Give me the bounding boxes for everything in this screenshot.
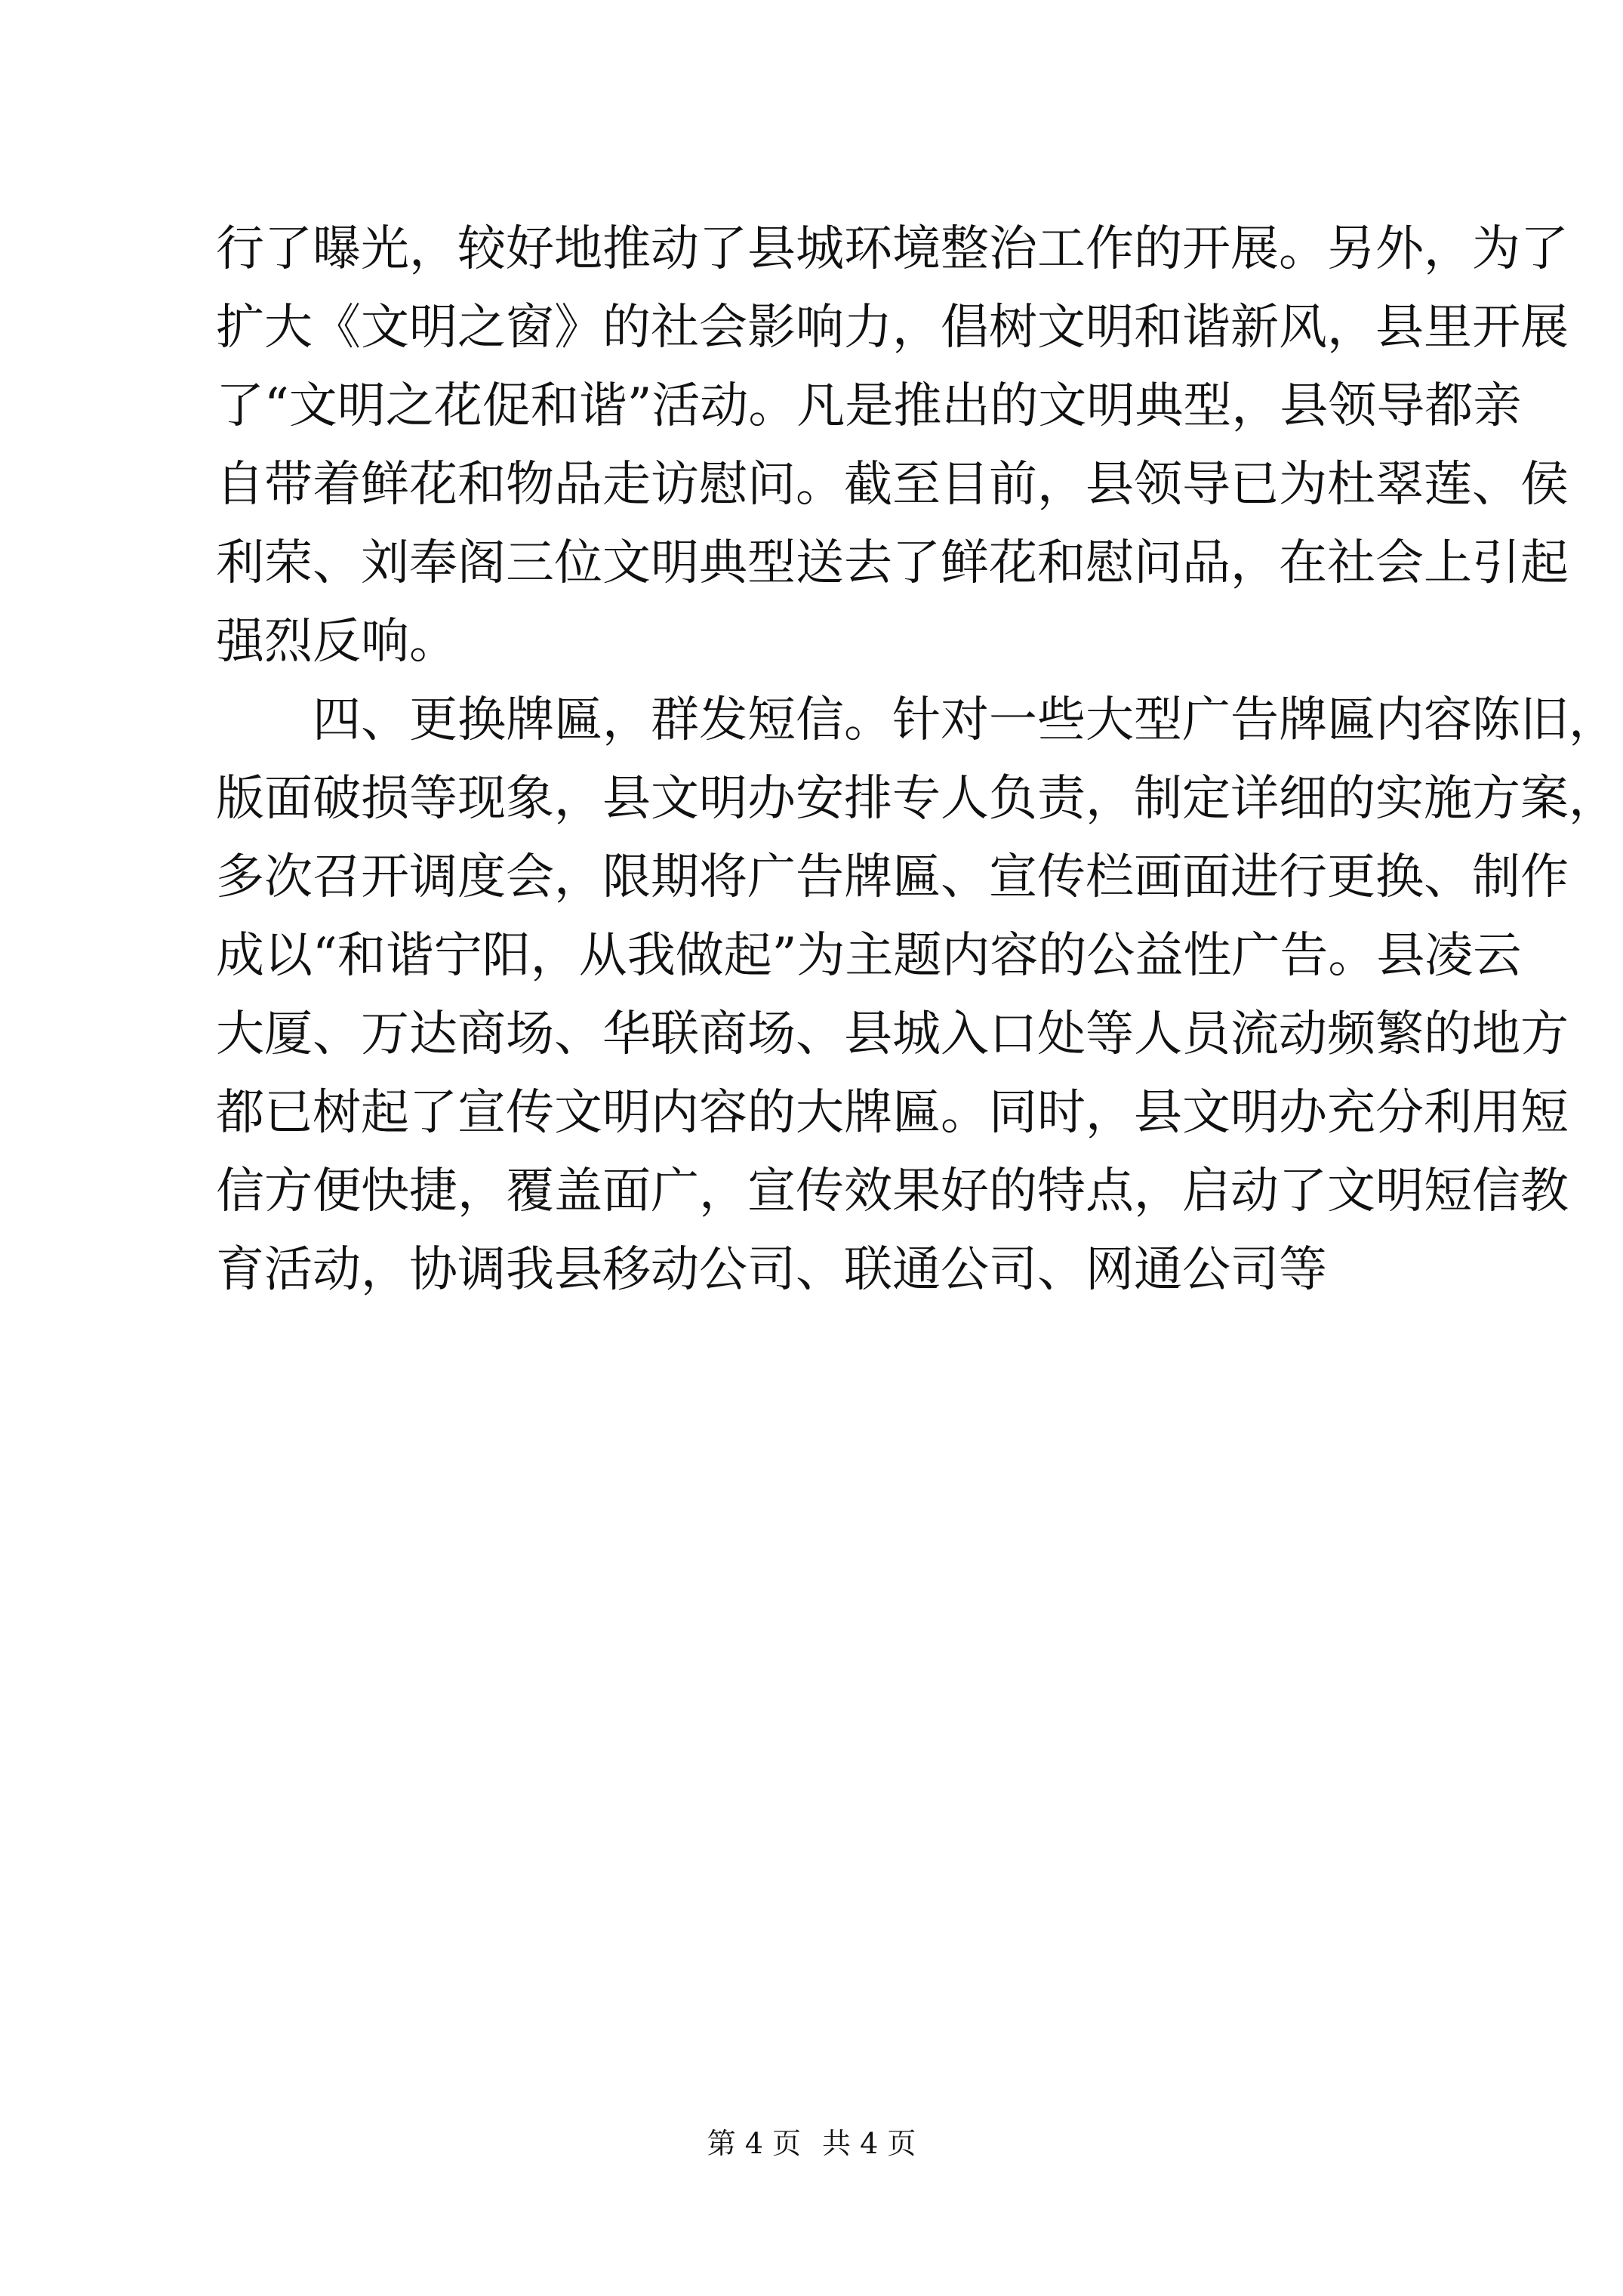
text-line: 自带着鲜花和物品走访慰问。截至目前，县领导已为杜翠莲、侯 xyxy=(216,457,1569,513)
text-line: 成以“和谐宁阳，从我做起”为主题内容的公益性广告。县凌云 xyxy=(216,928,1522,984)
page-total: 共 4 页 xyxy=(822,2127,916,2160)
text-line: 扩大《文明之窗》的社会影响力，倡树文明和谐新风，县里开展 xyxy=(216,300,1569,356)
page-footer xyxy=(0,2125,1623,2162)
body-text xyxy=(216,210,1617,1309)
text-line: 了“文明之花促和谐”活动。凡是推出的文明典型，县领导都亲 xyxy=(216,378,1522,434)
text-line: 强烈反响。 xyxy=(216,614,457,670)
text-line: 行了曝光，较好地推动了县城环境整治工作的开展。另外，为了 xyxy=(216,221,1569,277)
text-line: 版面破损等现象，县文明办安排专人负责，制定详细的实施方案， xyxy=(216,771,1617,827)
text-line: 利荣、刘奉阁三位文明典型送去了鲜花和慰问品，在社会上引起 xyxy=(216,535,1569,591)
text-line: 信方便快捷，覆盖面广，宣传效果好的特点，启动了文明短信教 xyxy=(216,1163,1569,1219)
text-line: 育活动，协调我县移动公司、联通公司、网通公司等 xyxy=(216,1242,1327,1298)
text-line: 多次召开调度会，限期将广告牌匾、宣传栏画面进行更换、制作 xyxy=(216,849,1569,905)
text-line: 大厦、万达商场、华联商场、县城入口处等人员流动频繁的地方 xyxy=(216,1006,1569,1062)
page-number: 第 4 页 xyxy=(707,2127,801,2160)
text-line: 都已树起了宣传文明内容的大牌匾。同时，县文明办充分利用短 xyxy=(216,1085,1569,1141)
text-line: 四、更换牌匾，群发短信。针对一些大型广告牌匾内容陈旧， xyxy=(216,692,1617,748)
